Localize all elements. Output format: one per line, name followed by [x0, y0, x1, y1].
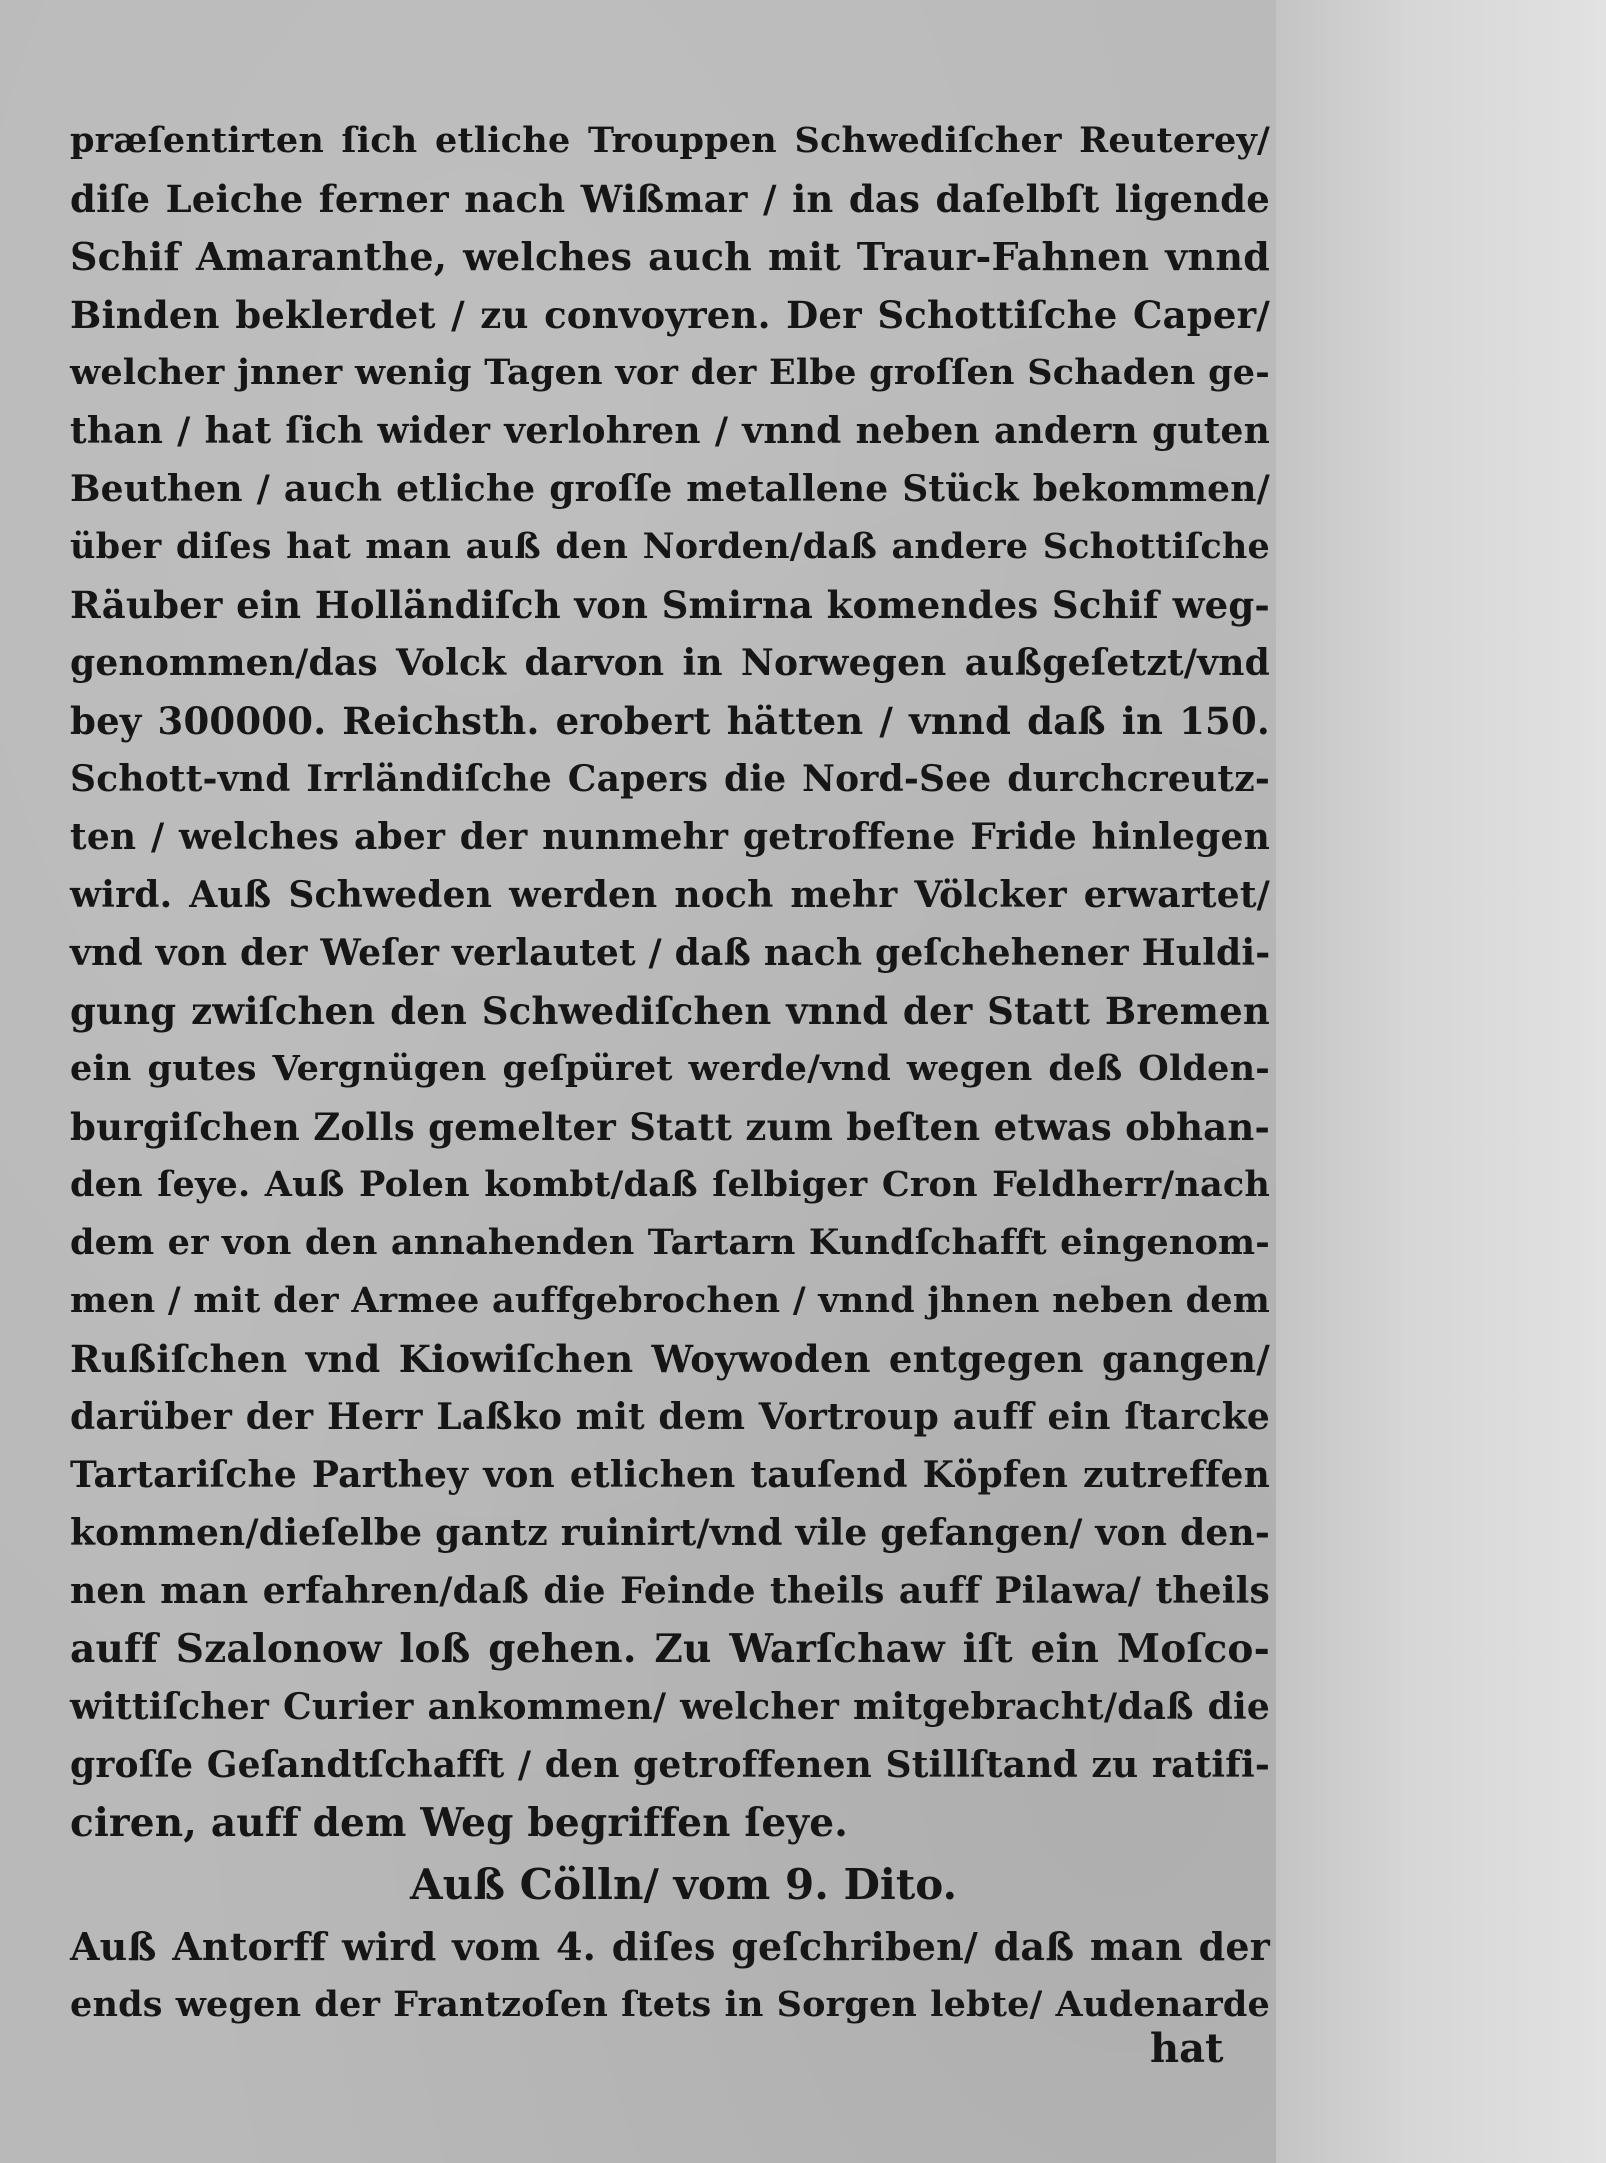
page-margin — [1276, 0, 1606, 2163]
text-line: Schott-vnd Irrländiſche Capers die Nord-See durchcreutz- — [70, 758, 1270, 800]
text-line: den ſeye. Auß Polen kombt/daß ſelbiger Cron Feldherr/nach — [70, 1164, 1270, 1205]
text-line: ends wegen der Frantzoſen ſtets in Sorgen lebte/ Audenarde — [70, 1984, 1270, 2025]
text-line: auff Szalonow loß gehen. Zu Warſchaw iſt ein Moſco- — [70, 1626, 1270, 1672]
text-line: than / hat ſich wider verlohren / vnnd neben andern guten — [70, 410, 1270, 452]
text-line: men / mit der Armee auffgebrochen / vnnd jhnen neben dem — [70, 1280, 1270, 1321]
text-line: Tartariſche Parthey von etlichen tauſend Köpfen zutreffen — [70, 1454, 1270, 1496]
text-line: genommen/das Volck darvon in Norwegen außgeſetzt/vnd — [70, 642, 1270, 684]
text-line: ein gutes Vergnügen geſpüret werde/vnd wegen deß Olden- — [70, 1048, 1270, 1089]
text-line: diſe Leiche ferner nach Wißmar / in das daſelbſt ligende — [70, 177, 1270, 221]
text-line: darüber der Herr Laßko mit dem Vortroup auff ein ſtarcke — [70, 1396, 1270, 1438]
catchword: hat — [1150, 2025, 1224, 2072]
document-body — [70, 112, 1270, 2034]
text-line: kommen/dieſelbe gantz ruinirt/vnd vile gefangen/ von den- — [70, 1512, 1270, 1554]
text-line: ciren, auff dem Weg begriffen ſeye. — [70, 1800, 849, 1846]
section-body — [70, 1918, 1270, 2034]
text-line: præſentirten ſich etliche Trouppen Schwediſcher Reuterey/ — [70, 120, 1270, 161]
text-line: vnd von der Weſer verlautet / daß nach geſchehener Huldi- — [70, 932, 1271, 974]
text-line: nen man erfahren/daß die Feinde theils auff Pilawa/ theils — [70, 1570, 1270, 1612]
text-line: dem er von den annahenden Tartarn Kundſchafft eingenom- — [70, 1222, 1270, 1263]
text-line: bey 300000. Reichsth. erobert hätten / vnnd daß in 150. — [70, 699, 1270, 743]
text-line: burgiſchen Zolls gemelter Statt zum beſten etwas obhan- — [70, 1105, 1270, 1149]
text-line: groſſe Geſandtſchafft / den getroffenen Stillſtand zu ratifi- — [70, 1744, 1270, 1786]
section-heading: Auß Cölln/ vom 9. Dito. — [410, 1860, 958, 1909]
text-line: über diſes hat man auß den Norden/daß andere Schottiſche — [70, 526, 1270, 567]
text-line: wittiſcher Curier ankommen/ welcher mitgebracht/daß die — [70, 1686, 1270, 1728]
text-line: Binden beklerdet / zu convoyren. Der Schottiſche Caper/ — [70, 293, 1270, 337]
text-line: Auß Antorff wird vom 4. diſes geſchriben/ daß man der — [70, 1924, 1270, 1969]
text-line: Rußiſchen vnd Kiowiſchen Woywoden entgegen gangen/ — [70, 1337, 1270, 1381]
text-line: Schif Amaranthe, welches auch mit Traur-Fahnen vnnd — [70, 234, 1270, 279]
text-line: gung zwiſchen den Schwediſchen vnnd der Statt Bremen — [70, 989, 1270, 1033]
text-line: wird. Auß Schweden werden noch mehr Völcker erwartet/ — [70, 874, 1270, 916]
text-line: ten / welches aber der nunmehr getroffene Fride hinlegen — [70, 816, 1270, 858]
text-line: Räuber ein Holländiſch von Smirna komendes Schif weg- — [70, 583, 1270, 627]
text-line: Beuthen / auch etliche groſſe metallene Stück bekommen/ — [70, 468, 1270, 510]
text-line: welcher jnner wenig Tagen vor der Elbe groſſen Schaden ge- — [70, 352, 1270, 393]
